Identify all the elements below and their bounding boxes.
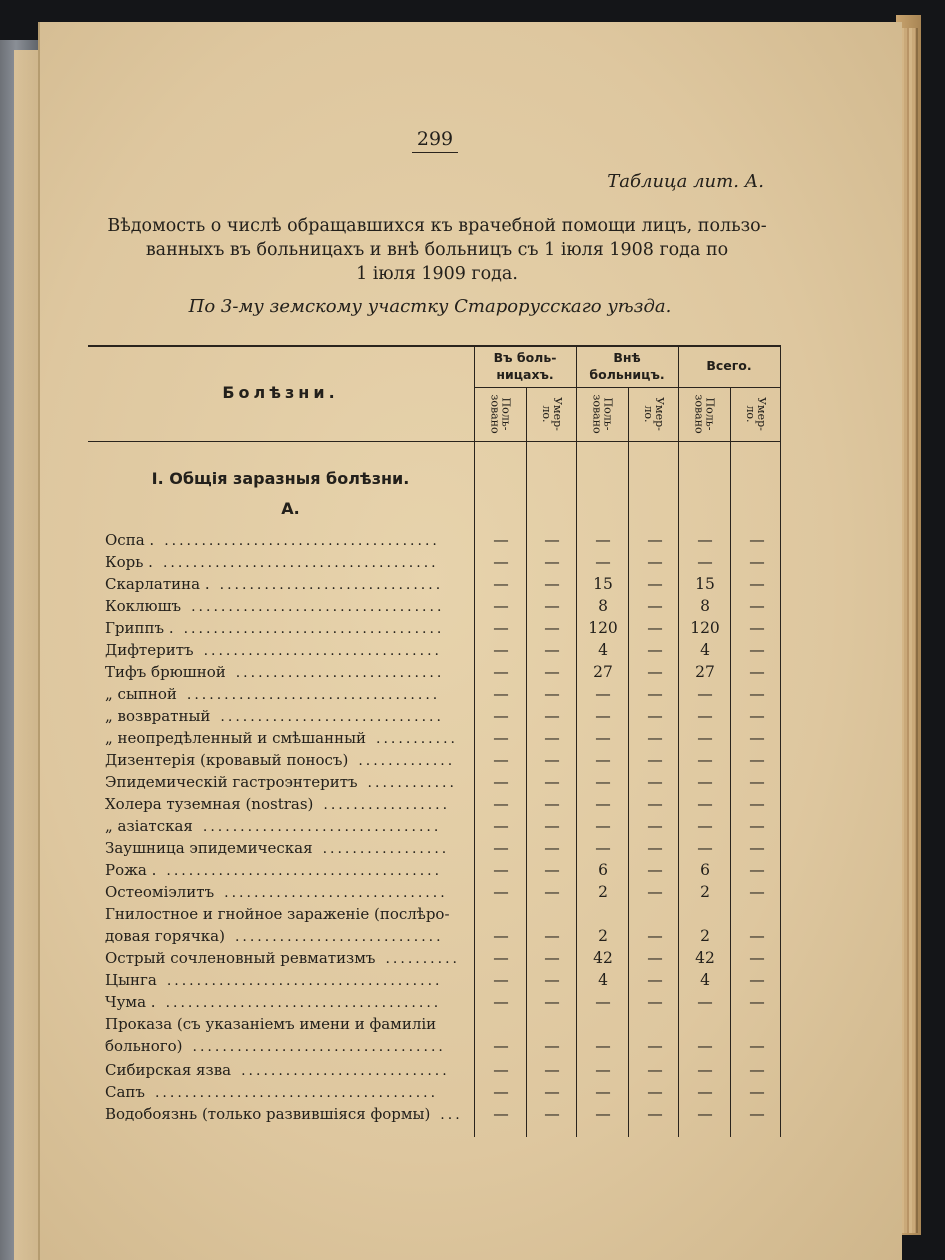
leader-dots: .................................. — [191, 599, 445, 615]
cell-value: — — [544, 1083, 560, 1101]
cell-value: — — [647, 663, 663, 681]
cell-value: — — [493, 795, 509, 813]
leader-dots: ............................ — [241, 1063, 450, 1079]
table-row — [88, 1015, 781, 1037]
cell-value: — — [647, 685, 663, 703]
cell-value: — — [647, 597, 663, 615]
group-header-total: Всего. — [706, 358, 752, 373]
group-header-outpatient: Внѣ больницъ. — [589, 350, 665, 382]
table-row — [88, 795, 781, 817]
cell-value: — — [697, 553, 713, 571]
table-row — [88, 707, 781, 729]
cell-value: 42 — [593, 949, 613, 967]
cell-value: — — [544, 619, 560, 637]
cell-value: — — [595, 553, 611, 571]
cell-value: 27 — [695, 663, 715, 681]
cell-value: — — [749, 553, 765, 571]
cell-value: — — [697, 993, 713, 1011]
cell-value: — — [647, 531, 663, 549]
cell-value: — — [595, 729, 611, 747]
table-row — [88, 751, 781, 773]
cell-value: — — [749, 795, 765, 813]
disease-name: Рожа . — [105, 861, 157, 879]
cell-value: — — [544, 531, 560, 549]
cell-value: — — [595, 1037, 611, 1055]
cell-value: — — [749, 751, 765, 769]
cell-value: — — [697, 795, 713, 813]
subcol-treated-outpatient — [577, 389, 628, 439]
cell-value: — — [647, 1105, 663, 1123]
cell-value: — — [544, 1037, 560, 1055]
cell-value: — — [697, 707, 713, 725]
table-row — [88, 971, 781, 993]
cell-value: — — [493, 817, 509, 835]
cell-value: — — [544, 641, 560, 659]
subcol-died-total — [731, 389, 780, 439]
cell-value: — — [697, 1061, 713, 1079]
cell-value: — — [595, 795, 611, 813]
leader-dots: .......... — [385, 951, 460, 967]
leader-dots: ..................................... — [166, 973, 443, 989]
leader-dots: ................................ — [202, 819, 442, 835]
disease-name: Цынга — [105, 971, 157, 989]
cell-value: — — [544, 707, 560, 725]
cell-value: — — [749, 531, 765, 549]
cell-value: — — [749, 839, 765, 857]
disease-name: Гнилостное и гнойное зараженiе (послѣро- — [105, 905, 450, 923]
cell-value: — — [749, 993, 765, 1011]
cell-value: — — [493, 597, 509, 615]
page-number-underline — [412, 152, 458, 153]
disease-name: Водобоязнь (только развившiяся формы) — [105, 1105, 431, 1123]
cell-value: — — [493, 861, 509, 879]
cell-value: 4 — [598, 971, 608, 989]
page-number: 299 — [416, 128, 454, 150]
table-row — [88, 949, 781, 971]
cell-value: — — [493, 883, 509, 901]
cell-value: 6 — [598, 861, 608, 879]
table-row — [88, 883, 781, 905]
subcol-died-outpatient — [629, 389, 678, 439]
leader-dots: ..................................... — [164, 533, 440, 549]
cell-value: — — [595, 773, 611, 791]
cell-value: — — [647, 641, 663, 659]
cell-value: — — [493, 729, 509, 747]
leader-dots: ..................................... — [166, 863, 443, 879]
cell-value: — — [544, 993, 560, 1011]
leader-dots: ................................... — [183, 621, 445, 637]
cell-value: — — [544, 861, 560, 879]
table-row — [88, 729, 781, 751]
heading-line: Вѣдомость о числѣ обращавшихся къ врачебной помощи лицъ, пользо- — [107, 216, 767, 236]
disease-name: „ сыпной — [105, 685, 177, 703]
cell-value: — — [493, 949, 509, 967]
cell-value: — — [595, 1061, 611, 1079]
disease-name: Сибирская язва — [105, 1061, 232, 1079]
cell-value: — — [595, 817, 611, 835]
table-row — [88, 619, 781, 641]
cell-value: — — [493, 839, 509, 857]
cell-value: 4 — [700, 971, 710, 989]
table-row — [88, 839, 781, 861]
table-label: Таблица лит. А. — [607, 171, 764, 192]
table-row — [88, 861, 781, 883]
leader-dots: .................................. — [186, 687, 441, 703]
disease-name: Оспа . — [105, 531, 155, 549]
cell-value: 2 — [700, 883, 710, 901]
cell-value: 8 — [700, 597, 710, 615]
disease-name: Эпидемическiй гастроэнтеритъ — [105, 773, 358, 791]
cell-value: — — [595, 751, 611, 769]
cell-value: — — [544, 751, 560, 769]
cell-value: — — [647, 839, 663, 857]
cell-value: — — [647, 795, 663, 813]
disease-name: больного) — [105, 1037, 183, 1055]
disease-name: Скарлатина . — [105, 575, 210, 593]
cell-value: 15 — [695, 575, 715, 593]
cell-value: — — [595, 1083, 611, 1101]
cell-value: — — [493, 575, 509, 593]
cell-value: — — [647, 861, 663, 879]
cell-value: — — [697, 839, 713, 857]
table-row — [88, 993, 781, 1015]
cell-value: — — [749, 619, 765, 637]
cell-value: — — [647, 553, 663, 571]
cell-value: — — [595, 839, 611, 857]
leader-dots: ................. — [322, 841, 450, 857]
cell-value: — — [544, 553, 560, 571]
cell-value: — — [749, 971, 765, 989]
cell-value: — — [544, 1061, 560, 1079]
cell-value: — — [493, 751, 509, 769]
table-row — [88, 641, 781, 663]
leader-dots: .................................. — [192, 1039, 446, 1055]
cell-value: 120 — [690, 619, 720, 637]
cell-value: — — [647, 1037, 663, 1055]
disease-name: Заушница эпидемическая — [105, 839, 313, 857]
cell-value: — — [493, 971, 509, 989]
subcol-label: Умер- ло. — [743, 397, 768, 431]
disease-name: Проказа (съ указанiемъ имени и фамилiи — [105, 1015, 437, 1033]
cell-value: — — [493, 641, 509, 659]
subcol-treated-total — [679, 389, 730, 439]
cell-value: 2 — [598, 883, 608, 901]
cell-value: — — [697, 773, 713, 791]
leader-dots: ................. — [323, 797, 451, 813]
cell-value: — — [749, 1105, 765, 1123]
cell-value: — — [544, 729, 560, 747]
leader-dots: ... — [440, 1107, 463, 1123]
cell-value: — — [749, 663, 765, 681]
table-row — [88, 553, 781, 575]
cell-value: — — [749, 861, 765, 879]
cell-value: — — [647, 927, 663, 945]
disease-name: „ возвратный — [105, 707, 211, 725]
cell-value: — — [647, 707, 663, 725]
cell-value: — — [647, 949, 663, 967]
leader-dots: ...................................... — [154, 1085, 439, 1101]
subcol-died-hospital — [527, 389, 576, 439]
cell-value: — — [749, 729, 765, 747]
table-row — [88, 597, 781, 619]
diseases-column-header: Болѣзни. — [222, 383, 339, 402]
table-row — [88, 927, 781, 949]
cell-value: — — [697, 817, 713, 835]
cell-value: — — [697, 1105, 713, 1123]
disease-name: довая горячка) — [105, 927, 225, 945]
group-header-rule — [474, 387, 781, 388]
disease-name: Сапъ — [105, 1083, 145, 1101]
heading-line: ванныхъ въ больницахъ и внѣ больницъ съ 1 iюля 1908 года по — [145, 240, 729, 260]
table-row — [88, 1037, 781, 1059]
subcol-label: Поль- зовано — [488, 394, 513, 434]
cell-value: — — [749, 1037, 765, 1055]
heading-line: 1 iюля 1909 года. — [356, 264, 518, 284]
subcol-label: Умер- ло. — [539, 397, 564, 431]
leader-dots: ..................................... — [162, 555, 439, 571]
section-title: I. Общiя заразныя болѣзни. — [151, 469, 410, 488]
leader-dots: ..................................... — [165, 995, 442, 1011]
table-row — [88, 575, 781, 597]
disease-name: Дифтеритъ — [105, 641, 194, 659]
cell-value: — — [493, 1105, 509, 1123]
cell-value: — — [749, 597, 765, 615]
cell-value: — — [595, 685, 611, 703]
cell-value: — — [544, 927, 560, 945]
cell-value: 4 — [700, 641, 710, 659]
cell-value: — — [647, 971, 663, 989]
district-subtitle: По 3-му земскому участку Старорусскаго уѣзда. — [188, 296, 672, 317]
cell-value: — — [749, 707, 765, 725]
cell-value: — — [544, 575, 560, 593]
disease-name: Острый сочленовный ревматизмъ — [105, 949, 376, 967]
subcol-label: Поль- зовано — [590, 394, 615, 434]
document-heading — [82, 214, 792, 286]
leader-dots: ............................ — [234, 929, 444, 945]
disease-name: Дизентерiя (кровавый поносъ) — [105, 751, 349, 769]
disease-table — [88, 345, 781, 1137]
cell-value: — — [647, 817, 663, 835]
cell-value: — — [493, 1061, 509, 1079]
cell-value: — — [647, 993, 663, 1011]
leader-dots: ............................ — [235, 665, 445, 681]
cell-value: — — [493, 619, 509, 637]
cell-value: — — [493, 1083, 509, 1101]
disease-name: Холера туземная (nostras) — [105, 795, 314, 813]
cell-value: — — [544, 663, 560, 681]
cell-value: — — [493, 553, 509, 571]
section-subtitle: А. — [281, 499, 300, 518]
subcol-label: Поль- зовано — [692, 394, 717, 434]
disease-name: Гриппъ . — [105, 619, 174, 637]
disease-name: „ неопредѣленный и смѣшанный — [105, 729, 367, 747]
cell-value: — — [647, 883, 663, 901]
cell-value: — — [647, 1083, 663, 1101]
cell-value: — — [647, 1061, 663, 1079]
disease-name: Остеомiэлитъ — [105, 883, 215, 901]
cell-value: — — [697, 685, 713, 703]
cell-value: — — [697, 729, 713, 747]
table-row — [88, 773, 781, 795]
cell-value: 8 — [598, 597, 608, 615]
subcol-label: Умер- ло. — [641, 397, 666, 431]
leader-dots: .............................. — [220, 709, 444, 725]
disease-name: Корь . — [105, 553, 153, 571]
disease-name: „ азiатская — [105, 817, 193, 835]
leader-dots: ............. — [358, 753, 456, 769]
cell-value: — — [493, 685, 509, 703]
leader-dots: ............ — [367, 775, 457, 791]
disease-name: Коклюшъ — [105, 597, 182, 615]
cell-value: — — [647, 729, 663, 747]
cell-value: — — [544, 773, 560, 791]
cell-value: — — [749, 685, 765, 703]
cell-value: — — [749, 773, 765, 791]
cell-value: — — [595, 531, 611, 549]
table-row — [88, 1061, 781, 1083]
leader-dots: .............................. — [219, 577, 444, 593]
cell-value: 120 — [588, 619, 618, 637]
cell-value: — — [544, 597, 560, 615]
cell-value: 4 — [598, 641, 608, 659]
cell-value: — — [493, 663, 509, 681]
table-row — [88, 1105, 781, 1127]
leader-dots: ................................ — [203, 643, 442, 659]
cell-value: — — [493, 531, 509, 549]
table-row — [88, 817, 781, 839]
cell-value: — — [544, 795, 560, 813]
cell-value: — — [647, 575, 663, 593]
cell-value: — — [595, 993, 611, 1011]
cell-value: — — [493, 773, 509, 791]
cell-value: — — [749, 883, 765, 901]
leader-dots: ........... — [376, 731, 458, 747]
cell-value: — — [749, 641, 765, 659]
cell-value: 42 — [695, 949, 715, 967]
cell-value: — — [647, 773, 663, 791]
cell-value: — — [493, 707, 509, 725]
cell-value: — — [647, 619, 663, 637]
table-row — [88, 685, 781, 707]
cell-value: — — [749, 1061, 765, 1079]
cell-value: — — [544, 839, 560, 857]
table-row — [88, 1083, 781, 1105]
cell-value: — — [595, 707, 611, 725]
cell-value: — — [595, 1105, 611, 1123]
table-row — [88, 531, 781, 553]
cell-value: — — [493, 1037, 509, 1055]
leader-dots: .............................. — [224, 885, 448, 901]
cell-value: — — [544, 971, 560, 989]
cell-value: — — [493, 927, 509, 945]
cell-value: 2 — [598, 927, 608, 945]
cell-value: — — [544, 883, 560, 901]
cell-value: — — [697, 1037, 713, 1055]
cell-value: — — [697, 751, 713, 769]
cell-value: — — [697, 531, 713, 549]
cell-value: — — [749, 927, 765, 945]
cell-value: — — [697, 1083, 713, 1101]
cell-value: — — [544, 949, 560, 967]
cell-value: — — [749, 1083, 765, 1101]
cell-value: — — [749, 949, 765, 967]
cell-value: 2 — [700, 927, 710, 945]
table-row — [88, 663, 781, 685]
cell-value: 15 — [593, 575, 613, 593]
table-row — [88, 905, 781, 927]
cell-value: — — [544, 817, 560, 835]
cell-value: 6 — [700, 861, 710, 879]
subcol-treated-hospital — [475, 389, 526, 439]
cell-value: — — [544, 685, 560, 703]
group-header-hospital: Въ боль- ницахъ. — [493, 350, 557, 382]
disease-name: Чума . — [105, 993, 156, 1011]
cell-value: — — [493, 993, 509, 1011]
disease-name: Тифъ брюшной — [105, 663, 226, 681]
cell-value: — — [544, 1105, 560, 1123]
cell-value: — — [749, 817, 765, 835]
cell-value: 27 — [593, 663, 613, 681]
cell-value: — — [749, 575, 765, 593]
cell-value: — — [647, 751, 663, 769]
